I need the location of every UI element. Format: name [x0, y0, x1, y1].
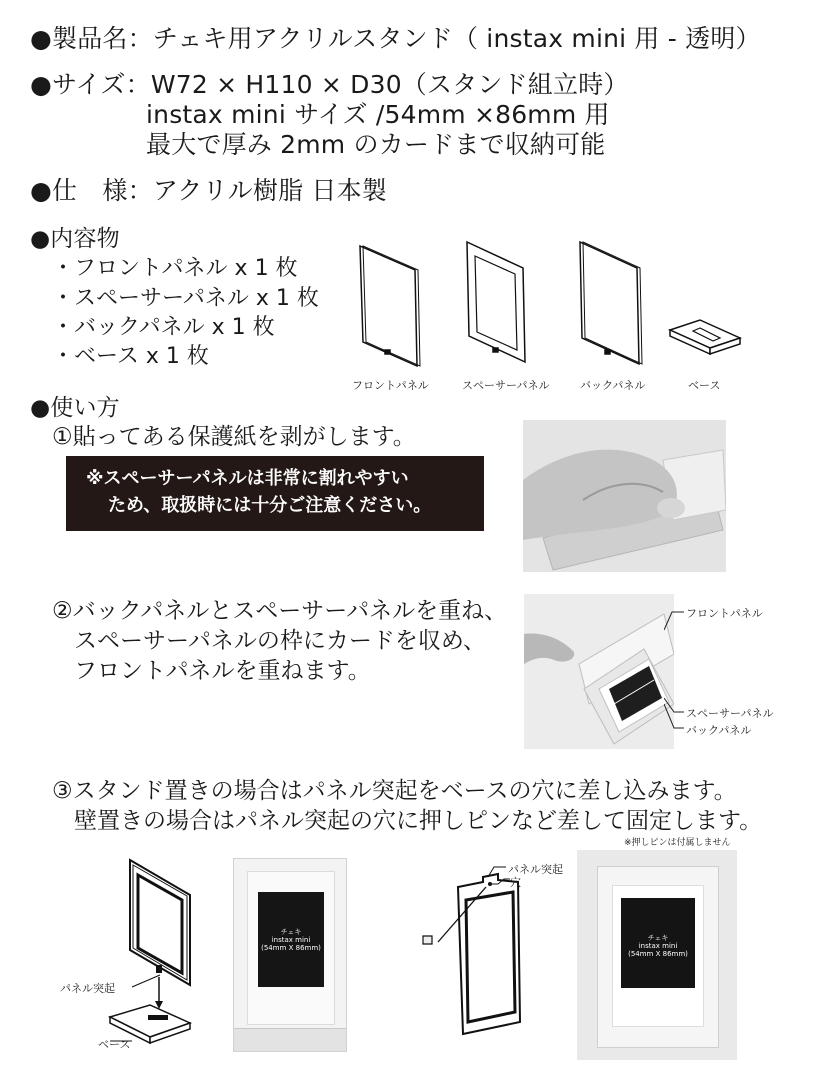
size-line-2: instax mini サイズ /54mm ×86mm 用	[146, 100, 610, 129]
contents-item-spacer: ・スペーサーパネル x 1 枚	[52, 286, 319, 311]
step-3-line-2: 壁置きの場合はパネル突起の穴に押しピンなど差して固定します。	[74, 808, 763, 834]
card-size-right: (54mm X 86mm)	[628, 950, 688, 958]
caption-base: ベース	[688, 379, 721, 392]
parts-illustration	[355, 238, 755, 370]
label-wall-tab: パネル突起	[508, 863, 563, 876]
contents-item-back: ・バックパネル x 1 枚	[52, 315, 275, 340]
contents-item-base: ・ベース x 1 枚	[52, 344, 209, 369]
back-panel-drawing	[580, 242, 642, 364]
label-base: ベース	[98, 1038, 131, 1051]
product-name: ●製品名：チェキ用アクリルスタンド（ instax mini 用 - 透明）	[30, 24, 761, 53]
caption-spacer-panel: スペーサーパネル	[462, 379, 550, 392]
material-line: ●仕 様：アクリル樹脂 日本製	[30, 176, 388, 205]
step-1-text: ①貼ってある保護紙を剥がします。	[52, 424, 416, 450]
front-panel-drawing	[360, 246, 420, 366]
contents-heading: ●内容物	[30, 226, 120, 252]
card-model-left: instax mini	[271, 936, 311, 944]
label-front-panel: フロントパネル	[686, 607, 763, 620]
wall-diagram	[418, 862, 568, 1042]
label-panel-tab: パネル突起	[60, 982, 115, 995]
label-hole: 穴	[510, 876, 521, 889]
wall-photo	[577, 850, 737, 1060]
step-2-line-1: ②バックパネルとスペーサーパネルを重ね、	[52, 598, 508, 624]
size-line-3: 最大で厚み 2mm のカードまで収納可能	[146, 130, 606, 159]
stand-diagram	[60, 855, 200, 1055]
pin-note: ※押しピンは付属しません	[624, 838, 731, 848]
step-2-line-3: フロントパネルを重ねます。	[74, 658, 371, 684]
card-brand-left: チェキ	[280, 928, 302, 936]
spacer-panel-drawing	[467, 242, 525, 362]
contents-item-front: ・フロントパネル x 1 枚	[52, 256, 298, 281]
card-size-left: (54mm X 86mm)	[261, 944, 321, 952]
assembly-photo	[524, 594, 674, 749]
caption-back-panel: バックパネル	[580, 379, 646, 392]
caption-front-panel: フロントパネル	[352, 379, 429, 392]
warning-line-2: ため、取扱時には十分ご注意ください。	[108, 495, 432, 516]
size-line-1: ●サイズ：W72 × H110 × D30（スタンド組立時）	[30, 70, 629, 99]
label-spacer-panel: スペーサーパネル	[686, 707, 774, 720]
warning-box	[66, 456, 484, 531]
card-brand-right: チェキ	[647, 934, 669, 942]
label-back-panel: バックパネル	[686, 724, 752, 737]
stand-photo	[233, 858, 347, 1052]
peel-film-photo	[523, 420, 726, 572]
card-model-right: instax mini	[638, 942, 678, 950]
warning-line-1: ※スペーサーパネルは非常に割れやすい	[86, 468, 409, 489]
base-drawing	[670, 320, 740, 354]
step-2-line-2: スペーサーパネルの枠にカードを収め、	[74, 628, 486, 654]
usage-heading: ●使い方	[30, 395, 120, 421]
step-3-line-1: ③スタンド置きの場合はパネル突起をベースの穴に差し込みます。	[52, 778, 737, 804]
